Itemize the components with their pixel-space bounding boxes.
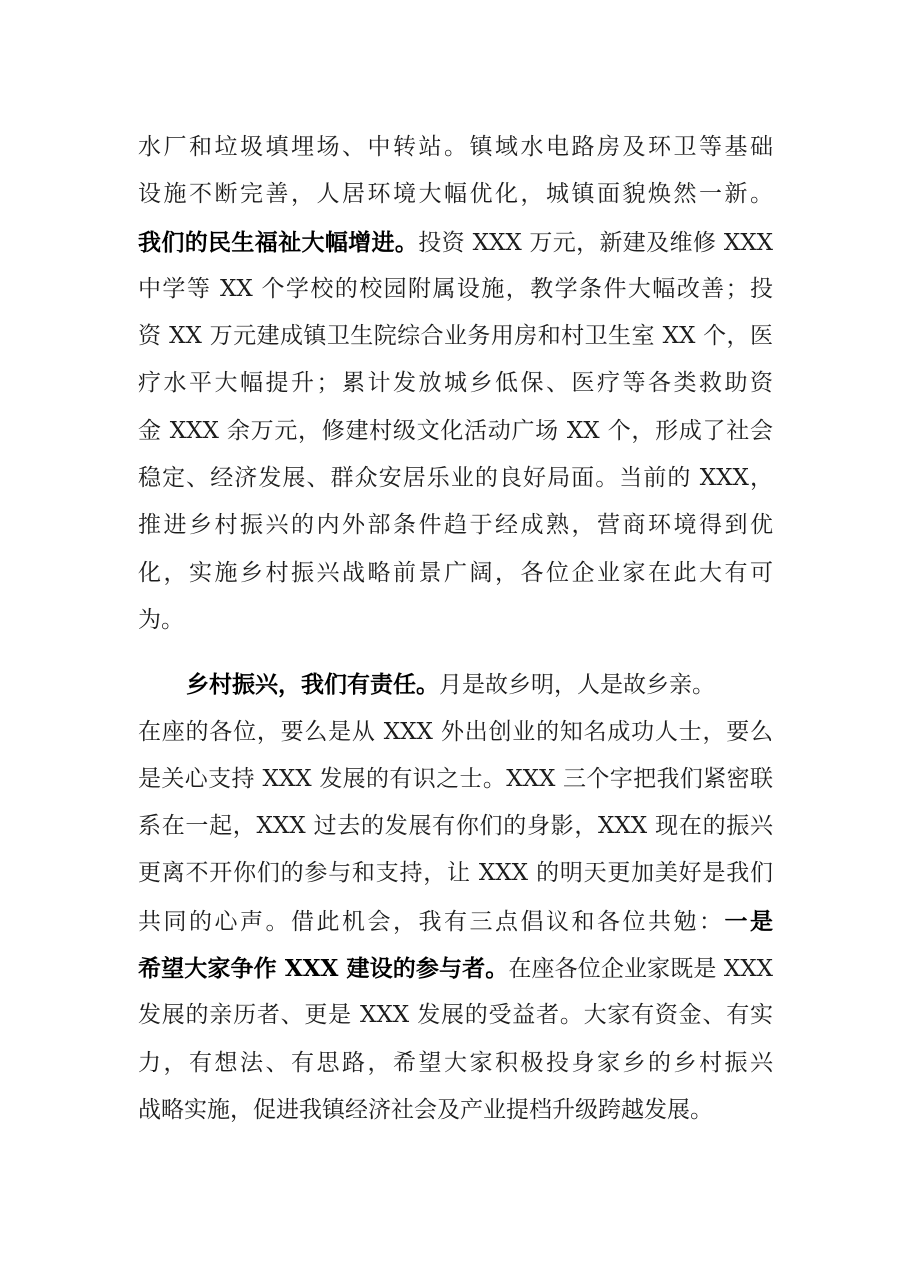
- text-line: 战略实施，促进我镇经济社会及产业提档升级跨越发展。: [138, 1096, 713, 1123]
- text-line: 水厂和垃圾填埋场、中转站。镇域水电路房及环卫等基础: [138, 134, 773, 160]
- text-line: 是关心支持 XXX 发展的有识之士。XXX 三个字把我们紧密联: [138, 765, 773, 792]
- bold-heading: 乡村振兴，我们有责任。: [186, 671, 439, 699]
- bold-heading: 我们的民生福祉大幅增进。: [138, 228, 419, 256]
- text-run: 月是故乡明，人是故乡亲。: [439, 672, 715, 699]
- paragraph-spacer: [138, 644, 773, 661]
- text-run: 投资 XXX 万元，新建及维修 XXX: [418, 229, 773, 256]
- text-line: 力，有想法、有思路，希望大家积极投身家乡的乡村振兴: [138, 1049, 773, 1076]
- bold-heading: 一是: [724, 907, 773, 935]
- text-run: 共同的心声。借此机会，我有三点倡议和各位共勉：: [138, 908, 725, 935]
- text-line: 设施不断完善，人居环境大幅优化，城镇面貌焕然一新。: [138, 181, 773, 208]
- text-line: [138, 945, 773, 992]
- text-line: 金 XXX 余万元，修建村级文化活动广场 XX 个，形成了社会: [138, 417, 773, 444]
- paragraph-1: [138, 124, 773, 644]
- text-line: [138, 219, 773, 266]
- text-line: 发展的亲历者、更是 XXX 发展的受益者。大家有资金、有实: [138, 1002, 773, 1029]
- text-line: 疗水平大幅提升；累计发放城乡低保、医疗等各类救助资: [138, 370, 773, 397]
- paragraph-2: [138, 661, 773, 1134]
- text-line: 为。: [138, 606, 184, 633]
- document-body: [138, 124, 773, 1134]
- text-line: 化，实施乡村振兴战略前景广阔，各位企业家在此大有可: [138, 559, 773, 586]
- text-line: 推进乡村振兴的内外部条件趋于经成熟，营商环境得到优: [138, 512, 773, 539]
- text-line: 系在一起，XXX 过去的发展有你们的身影，XXX 现在的振兴: [138, 813, 773, 840]
- text-line: [138, 661, 773, 708]
- text-line: 中学等 XX 个学校的校园附属设施，教学条件大幅改善；投: [138, 275, 773, 302]
- text-line: 在座的各位，要么是从 XXX 外出创业的知名成功人士，要么: [138, 718, 773, 745]
- text-line: 更离不开你们的参与和支持，让 XXX 的明天更加美好是我们: [138, 860, 773, 887]
- text-run: 在座各位企业家既是 XXX: [508, 956, 773, 983]
- text-line: 资 XX 万元建成镇卫生院综合业务用房和村卫生室 XX 个，医: [138, 323, 773, 350]
- text-line: [138, 898, 773, 945]
- text-line: 稳定、经济发展、群众安居乐业的良好局面。当前的 XXX，: [138, 465, 773, 492]
- bold-heading: 希望大家争作 XXX 建设的参与者。: [138, 955, 509, 983]
